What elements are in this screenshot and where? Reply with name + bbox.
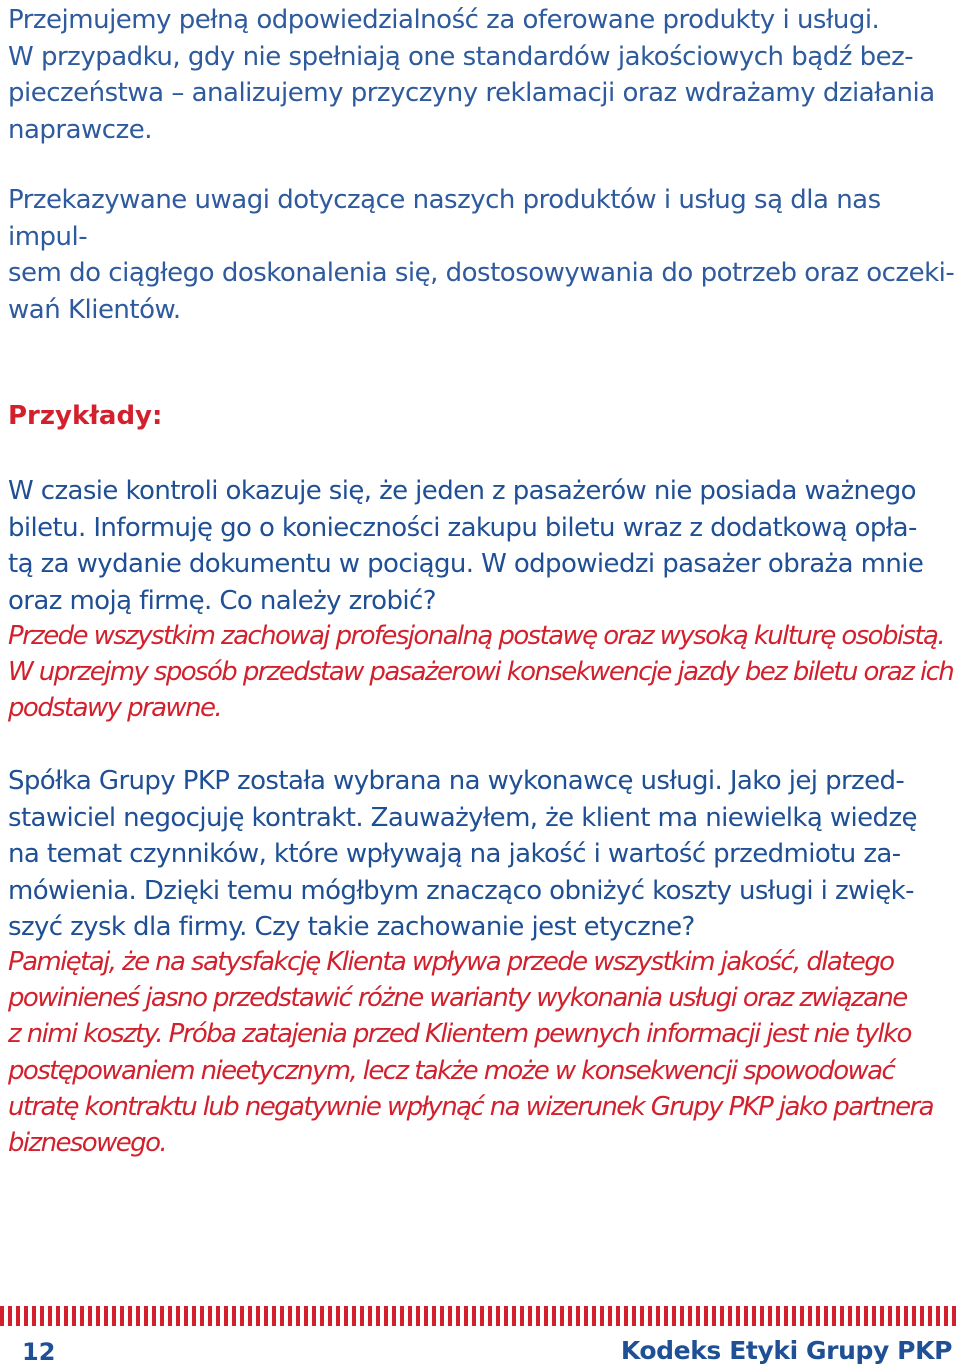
example-2-answer: Pamiętaj, że na satysfakcję Klienta wpływa przede wszystkim jakość, dlatego powinieneś jasno przedstawić różne warianty wykonania usługi oraz związane z nimi koszty. Próba zatajenia przed Klientem pewnych informacji jest nie tylko postępowaniem nieetycznym, lecz także może w konsekwencji spowodować utratę kontraktu lub negatywnie wpłynąć na wizerunek Grupy PKP jako partnera biznesowego.	[8, 947, 933, 1159]
intro-paragraph-feedback: Przekazywane uwagi dotyczące naszych produktów i usług są dla nas impul- sem do ciągłego doskonalenia się, dostosowywania do potrzeb oraz oczeki- wań Klientów.	[8, 185, 955, 325]
intro-paragraph-responsibility: Przejmujemy pełną odpowiedzialność za oferowane produkty i usługi. W przypadku, gdy nie spełniają one standardów jakościowych bądź bez- pieczeństwa – analizujemy przyczyny reklamacji oraz wdrażamy działania naprawcze.	[8, 5, 935, 145]
example-1-question: W czasie kontroli okazuje się, że jeden z pasażerów nie posiada ważnego biletu. Informuję go o konieczności zakupu biletu wraz z dodatkową opła- tą za wydanie dokumentu w pociągu. W odpowiedzi pasażer obraża mnie oraz moją firmę. Co należy zrobić?	[8, 476, 924, 616]
footer-striped-bar	[0, 1306, 960, 1326]
example-1-answer: Przede wszystkim zachowaj profesjonalną postawę oraz wysoką kulturę osobistą. W uprzejmy sposób przedstaw pasażerowi konsekwencje jazdy bez biletu oraz ich podstawy prawne.	[8, 621, 954, 724]
examples-heading: Przykłady:	[8, 401, 163, 431]
document-title: Kodeks Etyki Grupy PKP	[620, 1336, 952, 1365]
example-2-question: Spółka Grupy PKP została wybrana na wykonawcę usługi. Jako jej przed- stawiciel negocjuję kontrakt. Zauważyłem, że klient ma niewielką wiedzę na temat czynników, które wpływają na jakość i wartość przedmiotu za- mówienia. Dzięki temu mógłbym znacząco obniżyć koszty usługi i zwięk- szyć zysk dla firmy. Czy takie zachowanie jest etyczne?	[8, 766, 917, 942]
page-number: 12	[22, 1338, 56, 1366]
